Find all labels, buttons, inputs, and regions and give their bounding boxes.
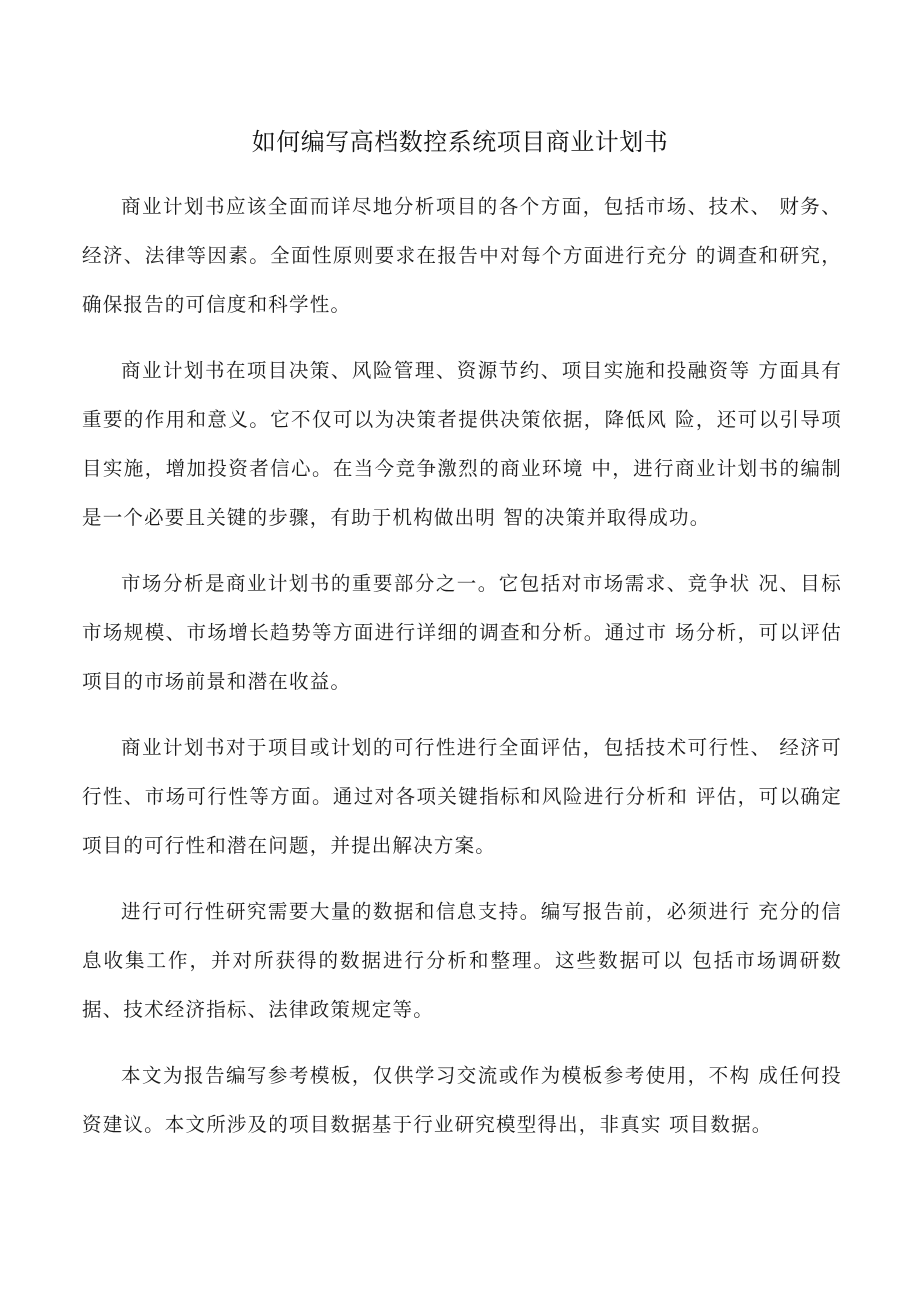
document-title: 如何编写高档数控系统项目商业计划书 [251, 128, 669, 156]
paragraph-4: 商业计划书对于项目或计划的可行性进行全面评估，包括技术可行性、 经济可行性、市场可行性等方面。通过对各项关键指标和风险进行分析和 评估，可以确定项目的可行性和潜在问题，并提出解决方案。 [82, 736, 842, 857]
paragraph-2: 商业计划书在项目决策、风险管理、资源节约、项目实施和投融资等 方面具有重要的作用和意义。它不仅可以为决策者提供决策依据，降低风 险，还可以引导项目实施，增加投资者信心。在当今竞争激烈的商业环境 中，进行商业计划书的编制是一个必要且关键的步骤，有助于机构做出明 智的决策并取得成功。 [82, 359, 842, 529]
document-body [82, 182, 842, 1166]
paragraph-5: 进行可行性研究需要大量的数据和信息支持。编写报告前，必须进行 充分的信息收集工作，并对所获得的数据进行分析和整理。这些数据可以 包括市场调研数据、技术经济指标、法律政策规定等。 [82, 900, 842, 1021]
paragraph-3: 市场分析是商业计划书的重要部分之一。它包括对市场需求、竞争状 况、目标市场规模、市场增长趋势等方面进行详细的调查和分析。通过市 场分析，可以评估项目的市场前景和潜在收益。 [82, 572, 842, 693]
paragraph-1: 商业计划书应该全面而详尽地分析项目的各个方面，包括市场、技术、 财务、经济、法律等因素。全面性原则要求在报告中对每个方面进行充分 的调查和研究，确保报告的可信度和科学性。 [82, 195, 842, 316]
paragraph-6: 本文为报告编写参考模板，仅供学习交流或作为模板参考使用，不构 成任何投资建议。本文所涉及的项目数据基于行业研究模型得出，非真实 项目数据。 [82, 1064, 842, 1136]
